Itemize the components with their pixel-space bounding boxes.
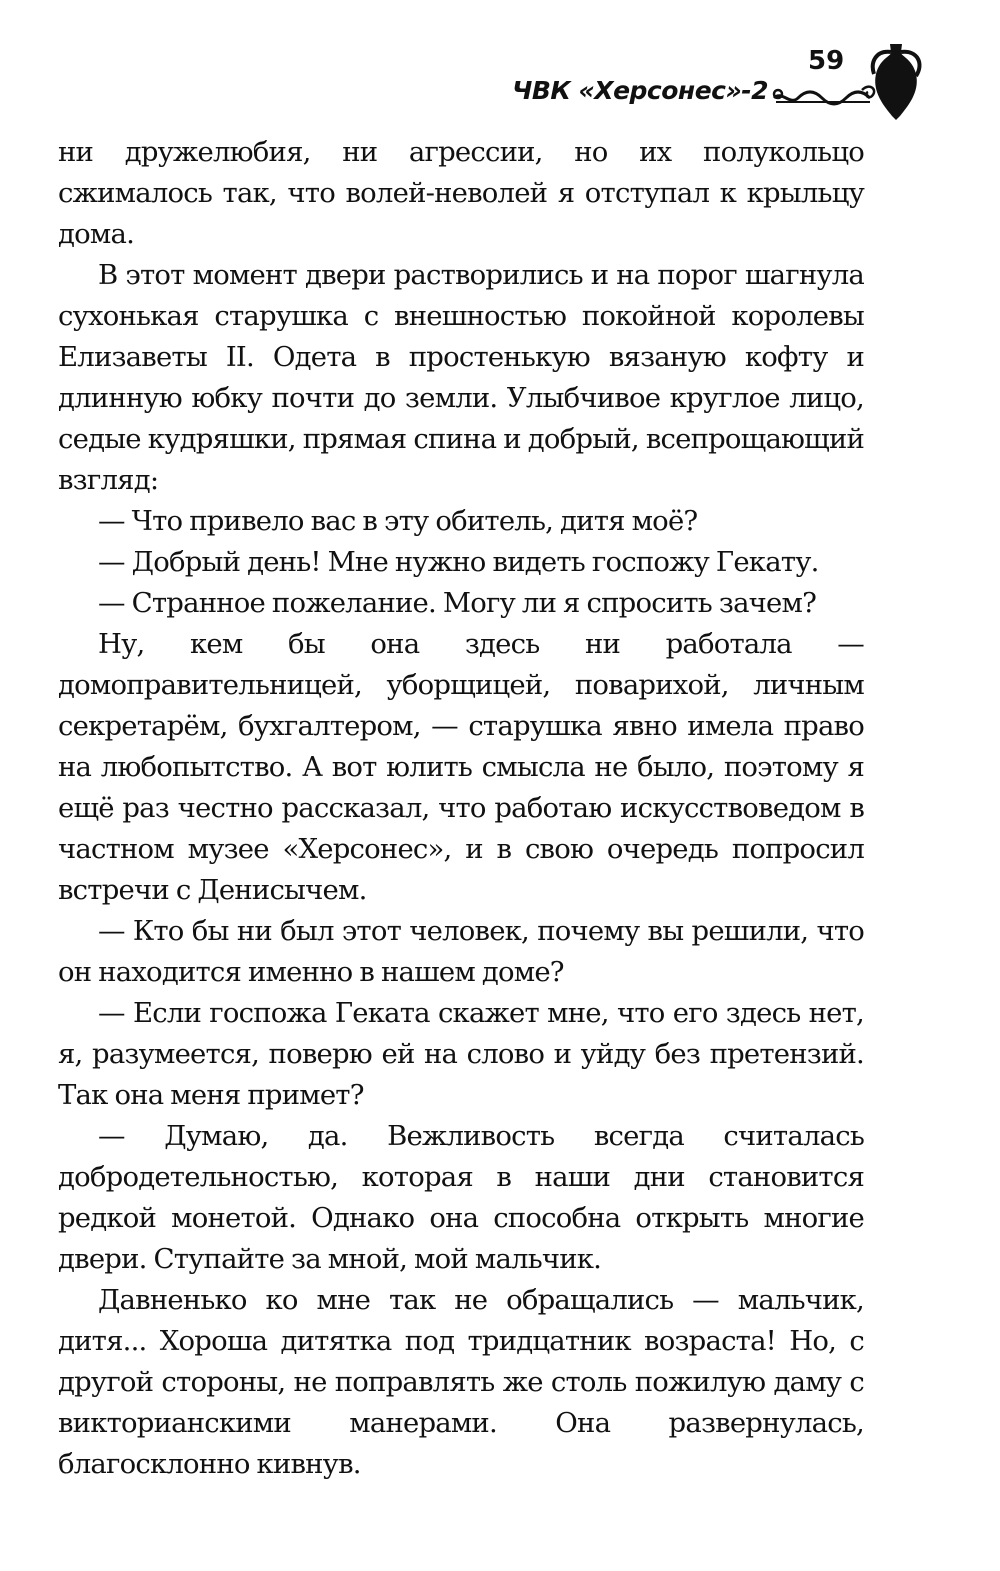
paragraph: ни дружелюбия, ни агрессии, но их полукольцо сжималось так, что волей-неволей я отступал к крыльцу дома. xyxy=(58,136,864,250)
dialogue-line: — Добрый день! Мне нужно видеть госпожу Гекату. xyxy=(98,546,819,578)
dialogue-line: — Странное пожелание. Могу ли я спросить зачем? xyxy=(98,587,817,619)
paragraph: В этот момент двери растворились и на порог шагнула сухонькая старушка с внешностью покойной королевы Елизаветы II. Одета в простенькую вязаную кофту и длинную юбку почти до земли. Улыбчивое круглое лицо, седые кудряшки, прямая спина и добрый, всепрощающий взгляд: xyxy=(58,259,864,496)
paragraph: Ну, кем бы она здесь ни работала — домоправительницей, уборщицей, поварихой, личным секретарём, бухгалтером, — старушка явно имела право на любопытство. А вот юлить смысла не было, поэтому я ещё раз честно рассказал, что работаю искусствоведом в частном музее «Херсонес», и в свою очередь попросил встречи с Денисычем. xyxy=(58,628,864,906)
dialogue-line: — Думаю, да. Вежливость всегда считалась добродетельностью, которая в наши дни становится редкой монетой. Однако она способна открыть многие двери. Ступайте за мной, мой мальчик. xyxy=(58,1120,864,1275)
dialogue-line: — Что привело вас в эту обитель, дитя моё? xyxy=(98,505,698,537)
running-title: ЧВК «Херсонес»-2 xyxy=(512,76,768,105)
paragraph: Давненько ко мне так не обращались — мальчик, дитя... Хороша дитятка под тридцатник возраста! Но, с другой стороны, не поправлять же столь пожилую даму с викторианскими манерами. Она развернулась, благосклонно кивнув. xyxy=(58,1284,864,1480)
amphora-icon xyxy=(866,40,926,122)
dialogue-line: — Кто бы ни был этот человек, почему вы решили, что он находится именно в нашем доме? xyxy=(58,915,864,988)
scroll-ornament-icon xyxy=(770,72,880,112)
body-text xyxy=(58,132,864,1485)
page-header xyxy=(0,40,1000,130)
dialogue-line: — Если госпожа Геката скажет мне, что его здесь нет, я, разумеется, поверю ей на слово и уйду без претензий. Так она меня примет? xyxy=(58,997,864,1111)
page-number: 59 xyxy=(808,46,845,76)
